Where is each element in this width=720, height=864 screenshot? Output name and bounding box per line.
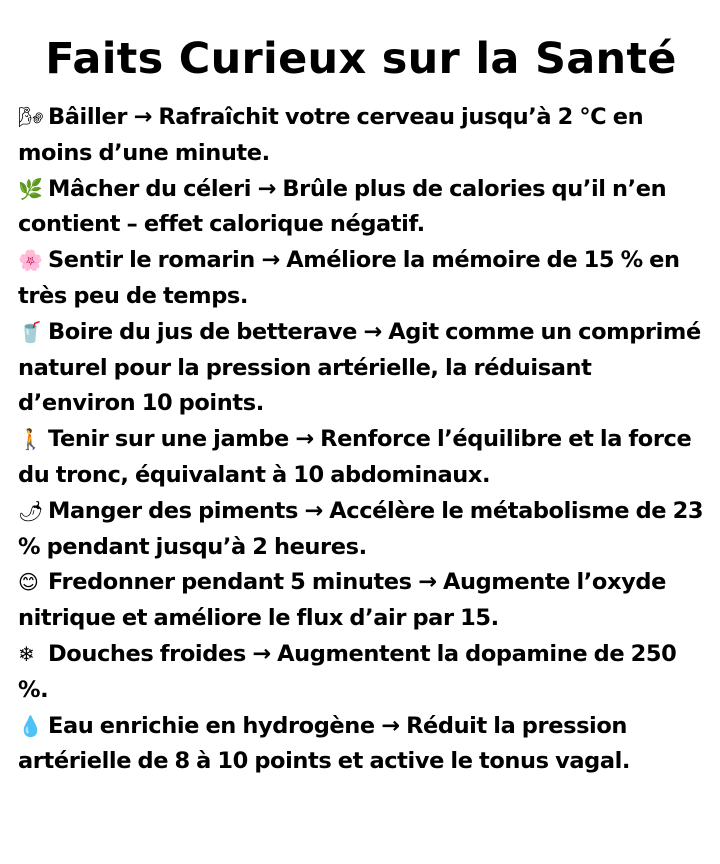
- smiling-face-icon: 😊: [18, 570, 39, 595]
- fact-item: [18, 100, 704, 172]
- page-title: Faits Curieux sur la Santé: [45, 34, 677, 84]
- wind-blowing-icon: 🌬: [18, 105, 43, 129]
- fact-item: [18, 709, 704, 781]
- fact-text: Fredonner pendant 5 minutes → Augmente l’oxyde nitrique et améliore le flux d’air par 15.: [18, 569, 666, 632]
- fact-item: [18, 494, 704, 566]
- fact-list: [18, 100, 704, 780]
- herb-icon: 🌿: [18, 176, 43, 201]
- fact-text: Mâcher du céleri → Brûle plus de calories qu’il n’en contient – effet calorique négatif.: [18, 175, 667, 238]
- droplet-icon: 💧: [18, 713, 43, 738]
- fact-item: [18, 172, 704, 244]
- person-walking-icon: 🚶: [18, 427, 43, 452]
- fact-text: Eau enrichie en hydrogène → Réduit la pression artérielle de 8 à 10 points et active le tonus vagal.: [18, 712, 631, 775]
- fact-item: [18, 422, 704, 494]
- fact-item: [18, 565, 704, 637]
- fact-text: Sentir le romarin → Améliore la mémoire de 15 % en très peu de temps.: [18, 247, 680, 309]
- fact-text: Manger des piments → Accélère le métabolisme de 23 % pendant jusqu’à 2 heures.: [18, 497, 704, 560]
- snowflake-icon: ❄: [18, 641, 35, 666]
- fact-text: Bâiller → Rafraîchit votre cerveau jusqu’à 2 °C en moins d’une minute.: [18, 104, 644, 166]
- fact-text: Boire du jus de betterave → Agit comme un comprimé naturel pour la pression artérielle, la réduisant d’environ 10 points.: [18, 318, 701, 417]
- cup-with-straw-icon: 🥤: [18, 319, 43, 344]
- cherry-blossom-icon: 🌸: [18, 248, 43, 273]
- fact-text: Tenir sur une jambe → Renforce l’équilibre et la force du tronc, équivalant à 10 abdominaux.: [18, 426, 692, 488]
- fact-item: [18, 637, 704, 709]
- fact-text: Douches froides → Augmentent la dopamine de 250 %.: [18, 640, 677, 703]
- fact-item: [18, 243, 704, 315]
- fact-item: [18, 315, 704, 422]
- hot-pepper-icon: 🌶: [18, 498, 43, 523]
